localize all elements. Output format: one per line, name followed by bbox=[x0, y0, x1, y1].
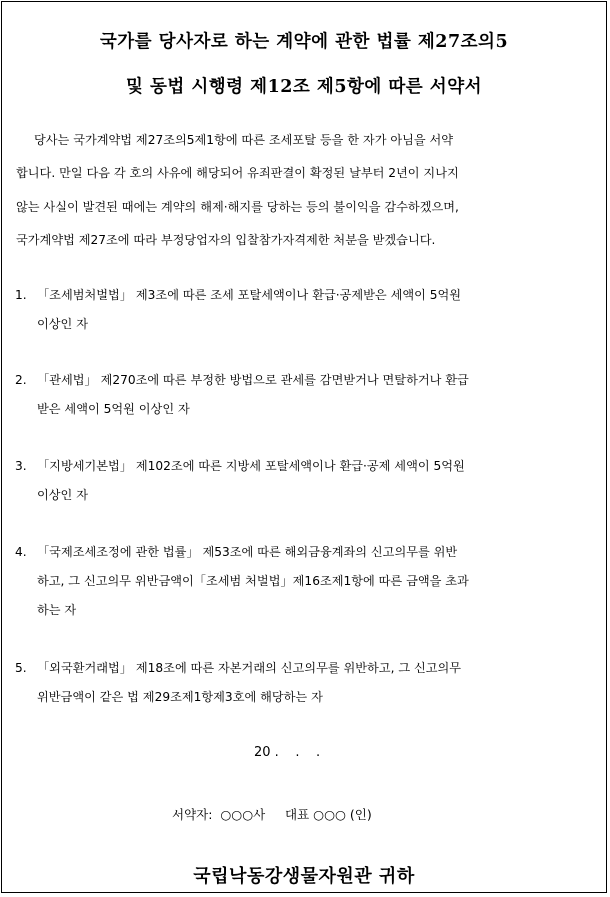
list-item-number: 2. bbox=[15, 373, 27, 387]
list-item-text: 하는 자 bbox=[37, 603, 77, 617]
pledge-date: 20 . . . bbox=[254, 745, 321, 760]
recipient: 국립낙동강생물자원관 귀하 bbox=[193, 866, 415, 887]
list-item-number: 1. bbox=[15, 288, 27, 302]
intro-paragraph-line: 합니다. 만일 다음 각 호의 사유에 해당되어 유죄판결이 확정된 날부터 2년이 지나지 bbox=[16, 166, 459, 180]
list-item-number: 3. bbox=[15, 459, 27, 473]
list-item-text: 위반금액이 같은 법 제29조제1항제3호에 해당하는 자 bbox=[37, 690, 323, 704]
list-item-number: 5. bbox=[15, 661, 27, 675]
intro-paragraph-line: 국가계약법 제27조에 따라 부정당업자의 입찰참가자격제한 처분을 받겠습니다. bbox=[16, 233, 436, 247]
document-title-line-2: 및 동법 시행령 제12조 제5항에 따른 서약서 bbox=[125, 77, 483, 97]
list-item-text: 「외국환거래법」 제18조에 따른 자본거래의 신고의무를 위반하고, 그 신고의무 bbox=[37, 661, 462, 675]
list-item-text: 「지방세기본법」 제102조에 따른 지방세 포탈세액이나 환급·공제 세액이 5억원 bbox=[37, 459, 465, 473]
list-item-text: 이상인 자 bbox=[37, 488, 88, 502]
list-item-text: 「국제조세조정에 관한 법률」 제53조에 따른 해외금융계좌의 신고의무를 위반 bbox=[37, 545, 458, 559]
list-item-number: 4. bbox=[15, 545, 27, 559]
intro-paragraph-line: 당사는 국가계약법 제27조의5제1항에 따른 조세포탈 등을 한 자가 아님을 서약 bbox=[34, 133, 454, 147]
list-item-text: 「조세범처벌법」 제3조에 따른 조세 포탈세액이나 환급·공제받은 세액이 5억원 bbox=[37, 288, 462, 302]
list-item-text: 「관세법」 제270조에 따른 부정한 방법으로 관세를 감면받거나 면탈하거나 환급 bbox=[37, 373, 469, 387]
signer-line: 서약자: ○○○사 대표 ○○○ (인) bbox=[172, 807, 372, 822]
list-item-text: 하고, 그 신고의무 위반금액이「조세범 처벌법」제16조제1항에 따른 금액을 초과 bbox=[37, 574, 469, 588]
intro-paragraph-line: 않는 사실이 발견된 때에는 계약의 해제·해지를 당하는 등의 불이익을 감수하겠으며, bbox=[16, 200, 459, 214]
document-title-line-1: 국가를 당사자로 하는 계약에 관한 법률 제27조의5 bbox=[99, 32, 509, 52]
list-item-text: 받은 세액이 5억원 이상인 자 bbox=[37, 402, 190, 416]
pledge-document bbox=[1, 1, 607, 893]
list-item-text: 이상인 자 bbox=[37, 317, 88, 331]
